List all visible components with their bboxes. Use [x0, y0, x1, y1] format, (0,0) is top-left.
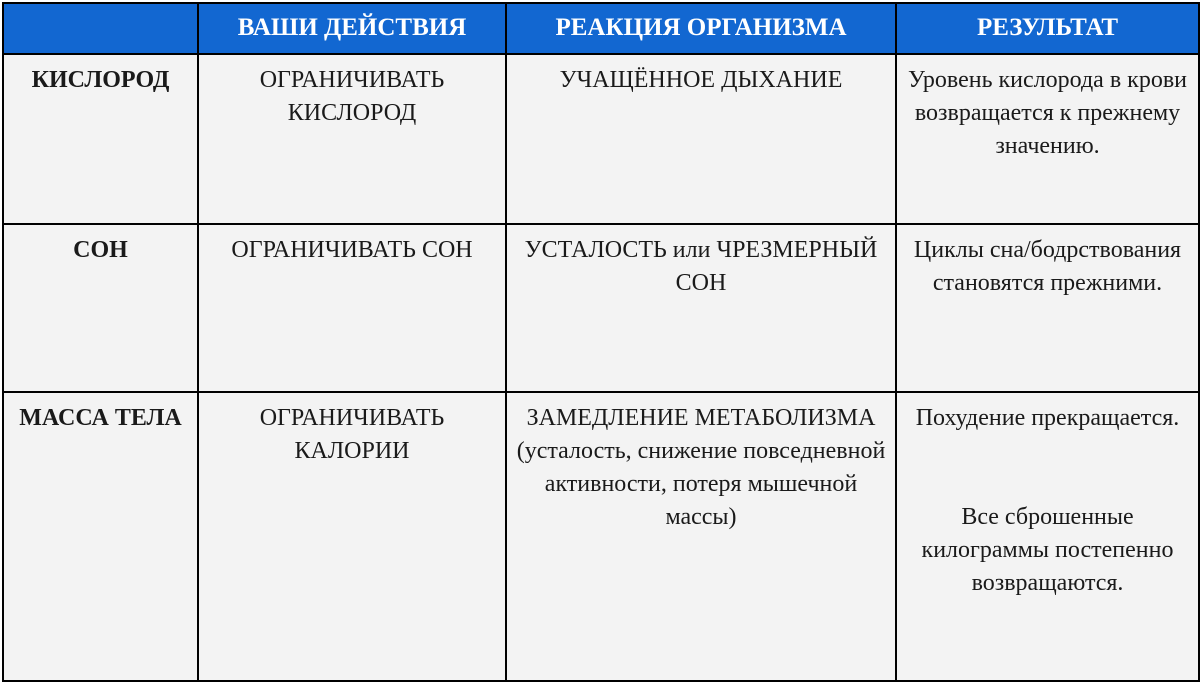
row-label: СОН [3, 224, 198, 392]
action-cell: ОГРАНИЧИВАТЬ СОН [198, 224, 506, 392]
result-cell [896, 392, 1199, 681]
result-text-weight-loss-stops: Похудение прекращается. [915, 405, 1180, 431]
paragraph-gap [903, 435, 1192, 501]
action-cell: ОГРАНИЧИВАТЬ КАЛОРИИ [198, 392, 506, 681]
result-cell: Уровень кислорода в крови возвращается к прежнему значению. [896, 54, 1199, 224]
table-row-oxygen [3, 54, 1199, 224]
table-row-body-mass [3, 392, 1199, 681]
result-cell: Циклы сна/бодрствования становятся прежними. [896, 224, 1199, 392]
header-row [3, 3, 1199, 54]
result-text-weight-returns: Все сброшенные килограммы постепенно возвращаются. [921, 504, 1174, 596]
header-actions: ВАШИ ДЕЙСТВИЯ [198, 3, 506, 54]
action-cell: ОГРАНИЧИВАТЬ КИСЛОРОД [198, 54, 506, 224]
header-corner-cell [3, 3, 198, 54]
row-label: МАССА ТЕЛА [3, 392, 198, 681]
header-reaction: РЕАКЦИЯ ОРГАНИЗМА [506, 3, 896, 54]
row-label: КИСЛОРОД [3, 54, 198, 224]
reaction-cell: ЗАМЕДЛЕНИЕ МЕТАБОЛИЗМА (усталость, снижение повседневной активности, потеря мышечной массы) [506, 392, 896, 681]
header-result: РЕЗУЛЬТАТ [896, 3, 1199, 54]
table-row-sleep [3, 224, 1199, 392]
comparison-table [2, 2, 1200, 682]
reaction-cell: УЧАЩЁННОЕ ДЫХАНИЕ [506, 54, 896, 224]
reaction-cell: УСТАЛОСТЬ или ЧРЕЗМЕРНЫЙ СОН [506, 224, 896, 392]
